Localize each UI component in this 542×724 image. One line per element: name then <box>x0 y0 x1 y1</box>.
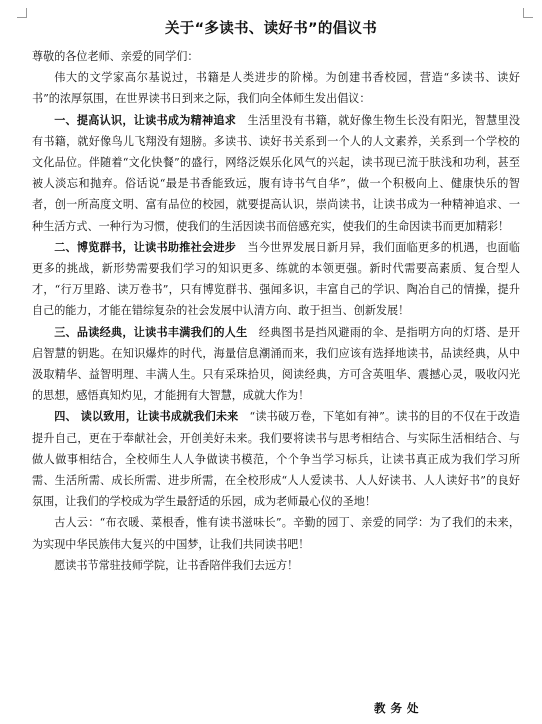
section-2-heading: 二、博览群书，让读书助推社会进步 <box>54 240 237 254</box>
section-4-text: “读书破万卷，下笔如有神”。读书的目的不仅在于改造提升自己，更在于奉献社会，开创美好未来。我们要将读书与思考相结合、与实际生活相结合、与做人做事相结合，全校师生人人争做读书模范，个个争当学习标兵，让读书真正成为我们学习所需、生活所需、成长所需、进步所需，在全校形成“人人爱读书、人人好读书、人人读好书”的良好氛围，让我们的学校成为学生最舒适的乐园，成为老师最心仪的圣地！ <box>32 410 520 509</box>
signature: 教务处 <box>374 701 424 715</box>
section-4-paragraph <box>32 406 520 512</box>
section-3-heading: 三、品读经典，让读书丰满我们的人生 <box>54 325 248 339</box>
section-1-heading: 一、提高认识，让读书成为精神追求 <box>54 113 237 127</box>
section-2-paragraph <box>32 237 520 322</box>
document-title: 关于“多读书、读好书”的倡议书 <box>164 21 378 37</box>
section-4-heading: 四、 读以致用，让读书成就我们未来 <box>54 410 239 424</box>
closing-paragraph-1: 古人云：“布衣暖、菜根香，惟有读书滋味长”。辛勤的园丁、亲爱的同学：为了我们的未来，为实现中华民族伟大复兴的中国梦，让我们共同读书吧！ <box>32 516 520 551</box>
salutation: 尊敬的各位老师、亲爱的同学们： <box>32 50 199 63</box>
closing-paragraph-2: 愿读书节常驻技师学院，让书香陪伴我们去远方！ <box>54 558 299 572</box>
section-1-paragraph <box>32 110 520 237</box>
document-body <box>32 46 520 576</box>
section-1-text: 生活里没有书籍，就好像生物生长没有阳光，智慧里没有书籍，就好像鸟儿飞翔没有翅膀。多读书、读好书关系到一个人的人文素养，关系到一个学校的文化品位。伴随着“文化快餐”的盛行，网络泛娱乐化风气的兴起，读书现已流于肤浅和功利，甚至被人淡忘和抛弃。俗话说“最是书香能致远，腹有诗书气自华”，做一个积极向上、健康快乐的智者，创一所高度文明、富有品位的校园，就要提高认识，崇尚读书，让读书成为一种精神追求、一种生活方式、一种行为习惯，使我们的生活因读书而倍感充实，使我们的生命因读书而更加精彩！ <box>32 113 520 233</box>
section-2-text: 当今世界发展日新月异，我们面临更多的机遇，也面临更多的挑战，新形势需要我们学习的知识更多、练就的本领更强。新时代需要高素质、复合型人才，“行万里路、读万卷书”，只有博览群书、强闻多识，丰富自己的学识、陶冶自己的情操，提升自己的能力，才能在错综复杂的社会发展中认清方向、敢于担当、创新发展！ <box>32 240 520 318</box>
section-3-paragraph <box>32 322 520 407</box>
intro-paragraph: 伟大的文学家高尔基说过，书籍是人类进步的阶梯。为创建书香校园，营造“多读书、读好书”的浓厚氛围，在世界读书日到来之际，我们向全体师生发出倡议： <box>32 71 520 106</box>
section-3-text: 经典图书是挡风避雨的伞、是指明方向的灯塔、是开启智慧的钥匙。在知识爆炸的时代，海量信息潮涌而来，我们应该有选择地读书，品读经典，从中汲取精华、益智明理、丰满人生。只有采珠拾贝，阅读经典，方可含英咀华、震撼心灵，吸收闪光的思想，感悟真知灼见，才能拥有大智慧，成就大作为！ <box>32 325 520 403</box>
